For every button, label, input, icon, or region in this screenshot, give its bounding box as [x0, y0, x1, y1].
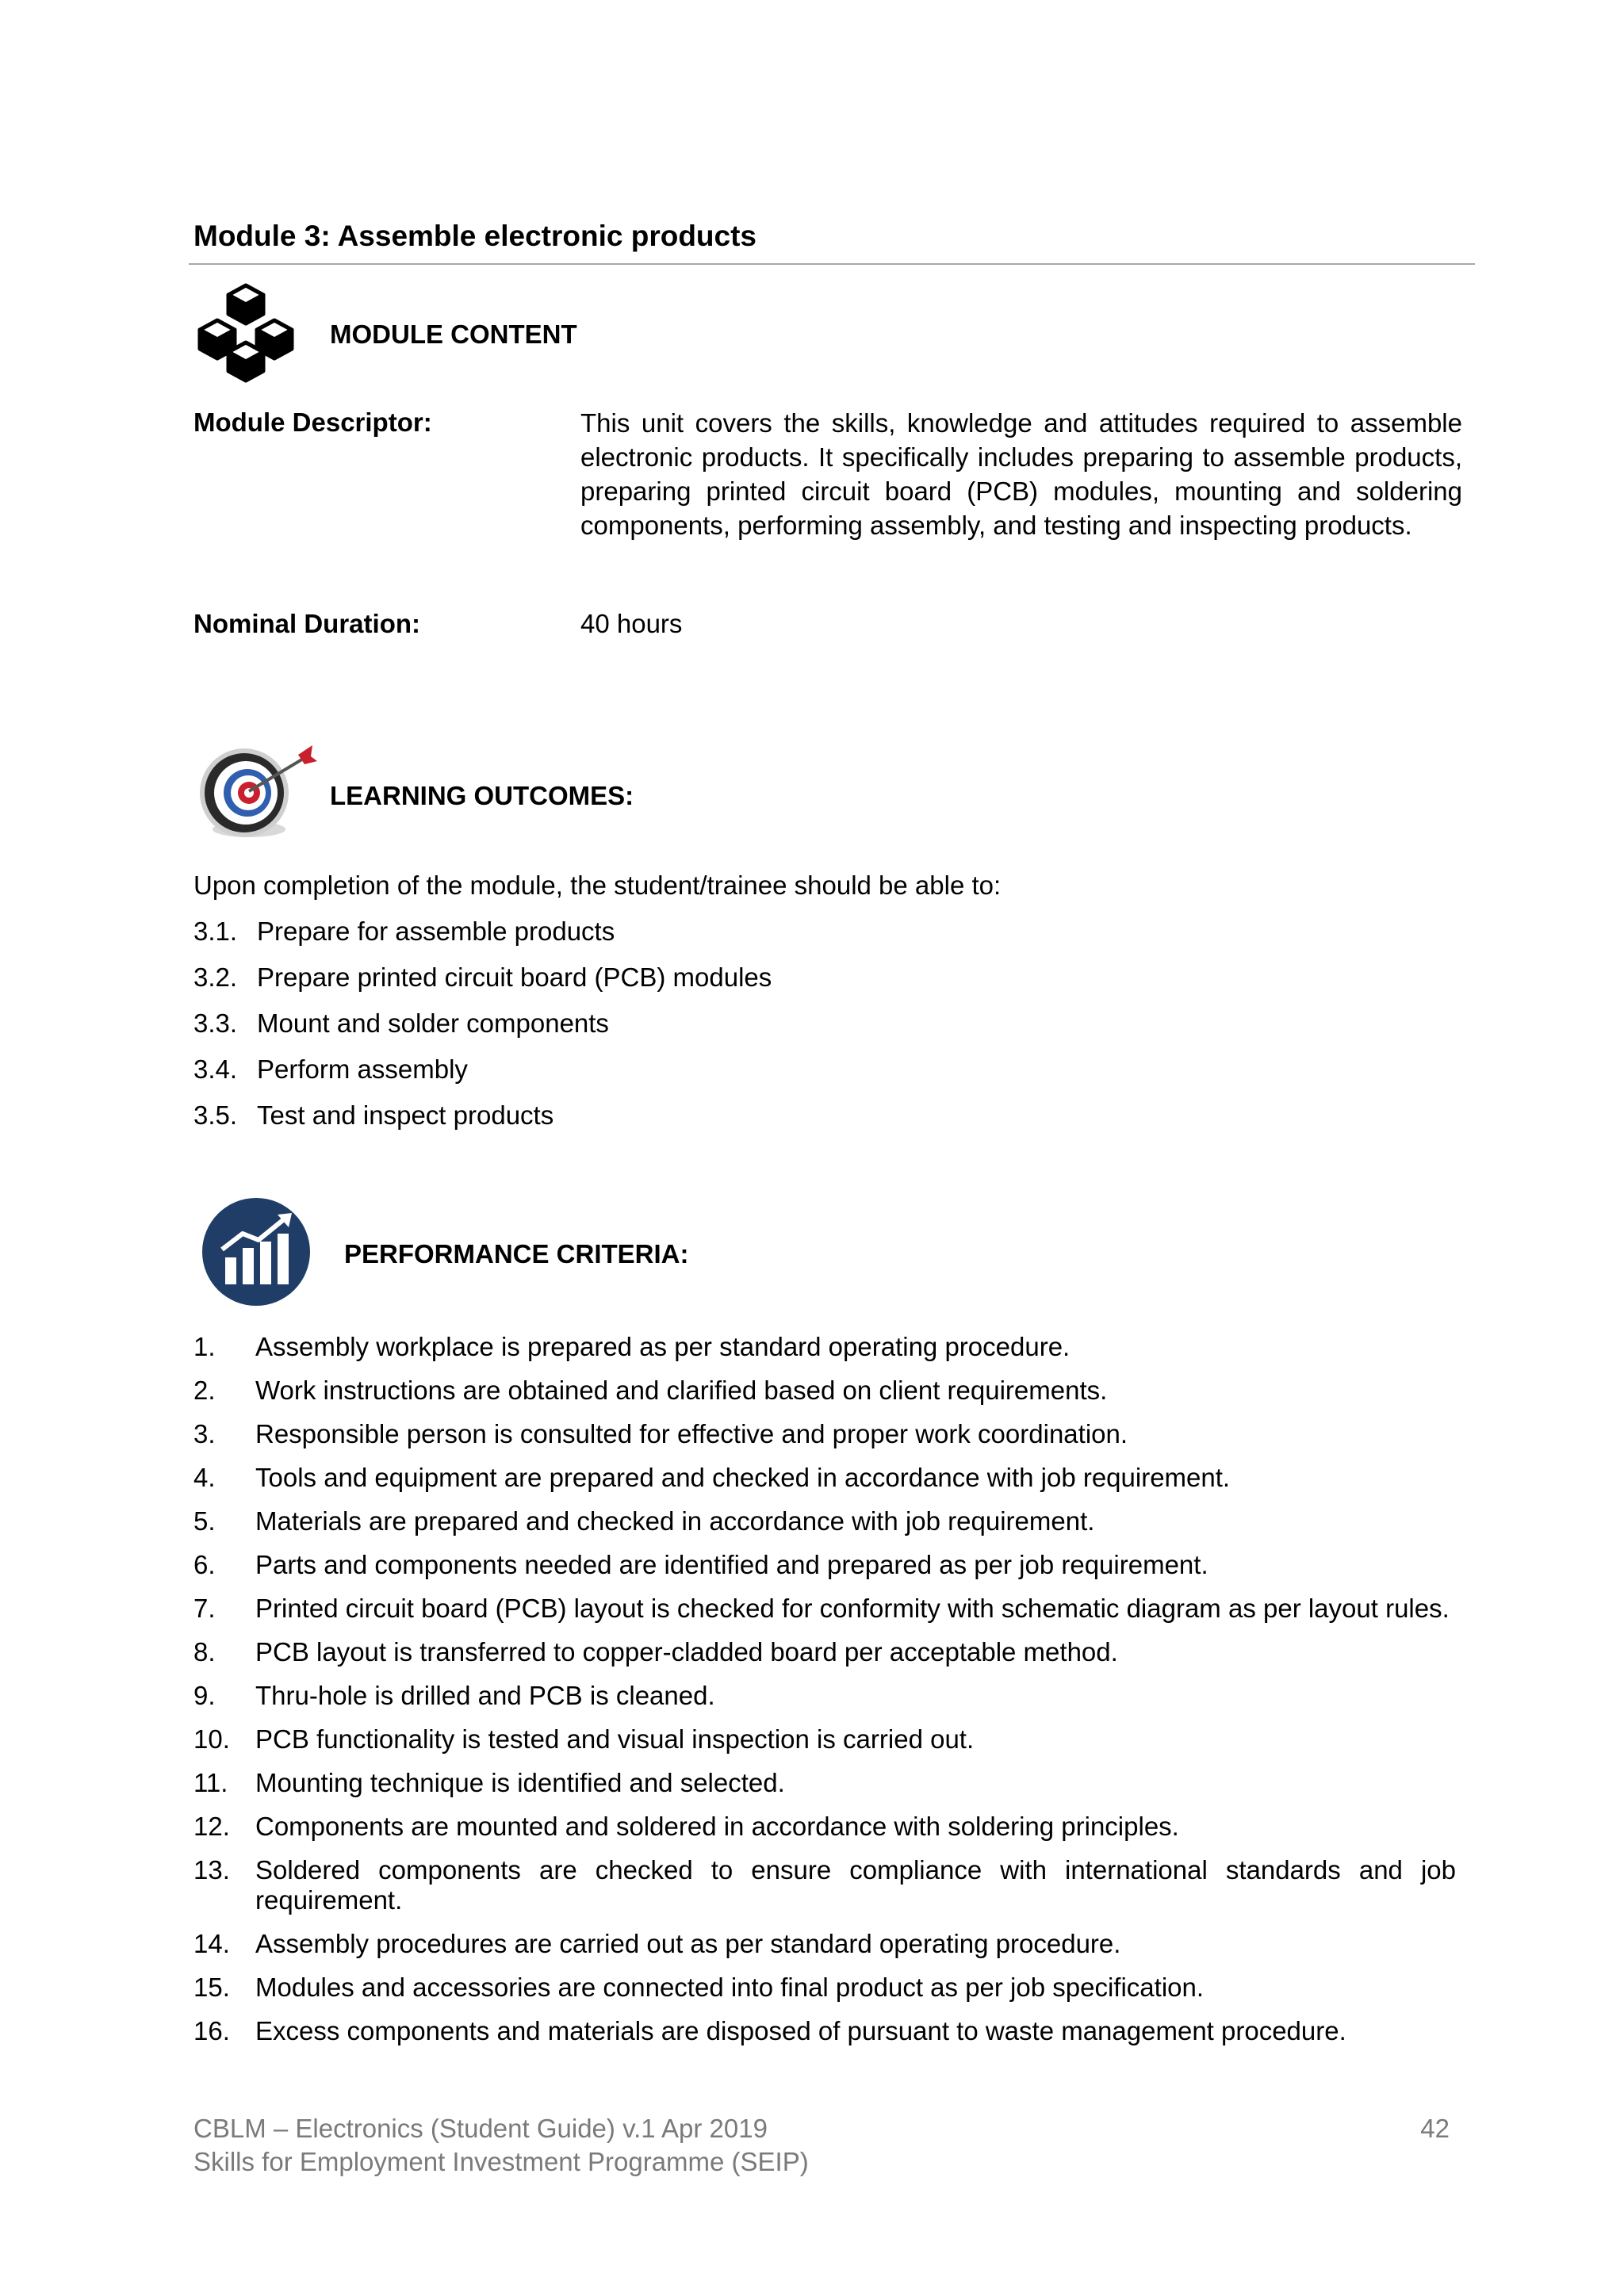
module-descriptor-label: Module Descriptor: — [193, 408, 432, 437]
list-item-text: Perform assembly — [257, 1054, 468, 1084]
list-item-text: Mount and solder components — [257, 1008, 609, 1038]
target-dart-icon — [193, 740, 320, 842]
footer-programme-name: Skills for Employment Investment Programme (SEIP) — [193, 2147, 809, 2176]
list-item-text: Modules and accessories are connected into final product as per job specification. — [255, 1973, 1205, 2002]
list-item-number: 7. — [193, 1594, 216, 1623]
list-item — [193, 1637, 1456, 1667]
list-item — [193, 1376, 1456, 1406]
list-item-number: 2. — [193, 1376, 216, 1405]
list-item-text: Test and inspect products — [257, 1100, 554, 1130]
list-item-text: Printed circuit board (PCB) layout is checked for conformity with schematic diagram as per layout rules. — [255, 1594, 1450, 1623]
list-item-text: Prepare for assemble products — [257, 916, 615, 946]
list-item-text: Materials are prepared and checked in accordance with job requirement. — [255, 1506, 1095, 1536]
list-item — [193, 1681, 1456, 1711]
list-item-text: Parts and components needed are identified and prepared as per job requirement. — [255, 1550, 1208, 1579]
footer-document-title: CBLM – Electronics (Student Guide) v.1 Apr 2019 — [193, 2114, 768, 2143]
list-item-number: 3. — [193, 1419, 216, 1448]
list-item-number: 16. — [193, 2016, 230, 2045]
list-item — [193, 1855, 1456, 1915]
list-item-text: Mounting technique is identified and selected. — [255, 1768, 785, 1797]
list-item-number: 4. — [193, 1463, 216, 1492]
list-item-text: PCB functionality is tested and visual inspection is carried out. — [255, 1724, 975, 1754]
list-item-text: Components are mounted and soldered in accordance with soldering principles. — [255, 1812, 1179, 1841]
list-item-text: PCB layout is transferred to copper-cladded board per acceptable method. — [255, 1637, 1118, 1667]
list-item — [193, 961, 1462, 1007]
learning-outcomes-intro: Upon completion of the module, the student/trainee should be able to: — [193, 871, 1002, 900]
list-item-text: Prepare printed circuit board (PCB) modules — [257, 962, 772, 992]
list-item-text: Work instructions are obtained and clarified based on client requirements. — [255, 1376, 1108, 1405]
list-item — [193, 1724, 1456, 1755]
list-item-number: 8. — [193, 1637, 216, 1667]
list-item-text: Responsible person is consulted for effective and proper work coordination. — [255, 1419, 1128, 1448]
module-title: Module 3: Assemble electronic products — [193, 220, 757, 252]
list-item-number: 3.4. — [193, 1054, 238, 1084]
list-item-number: 3.2. — [193, 962, 238, 992]
list-item-number: 14. — [193, 1929, 230, 1958]
performance-criteria-heading: PERFORMANCE CRITERIA: — [344, 1239, 689, 1269]
stacked-cubes-icon — [193, 282, 298, 384]
list-item-number: 15. — [193, 1973, 230, 2002]
list-item-number: 13. — [193, 1855, 230, 1885]
list-item — [193, 1768, 1456, 1798]
list-item — [193, 1099, 1462, 1145]
list-item — [193, 1929, 1456, 1959]
list-item-text: Thru-hole is drilled and PCB is cleaned. — [255, 1681, 715, 1710]
learning-outcomes-heading: LEARNING OUTCOMES: — [330, 781, 634, 810]
nominal-duration-label: Nominal Duration: — [193, 609, 420, 638]
learning-outcomes-list — [193, 915, 1462, 1145]
list-item — [193, 1463, 1456, 1493]
list-item — [193, 1419, 1456, 1449]
list-item — [193, 915, 1462, 961]
module-content-heading: MODULE CONTENT — [330, 320, 577, 349]
list-item — [193, 1053, 1462, 1099]
list-item-number: 3.3. — [193, 1008, 238, 1038]
list-item — [193, 2016, 1456, 2046]
list-item — [193, 1594, 1456, 1624]
list-item-number: 9. — [193, 1681, 216, 1710]
page-number: 42 — [1420, 2114, 1450, 2143]
module-descriptor-text: This unit covers the skills, knowledge and attitudes required to assemble electronic products. It specifically includes preparing to assemble products, preparing printed circuit board (PCB) modules, mounting and soldering components, performing assembly, and testing and inspecting products. — [580, 408, 1462, 540]
title-divider — [189, 263, 1475, 265]
growth-chart-icon — [201, 1197, 311, 1307]
list-item-text: Excess components and materials are disposed of pursuant to waste management procedure. — [255, 2016, 1346, 2045]
list-item — [193, 1812, 1456, 1842]
list-item-number: 6. — [193, 1550, 216, 1579]
list-item-number: 12. — [193, 1812, 230, 1841]
list-item — [193, 1332, 1456, 1362]
list-item-text: Soldered components are checked to ensure compliance with international standards and job requirement. — [255, 1855, 1456, 1915]
list-item-number: 3.5. — [193, 1100, 238, 1130]
nominal-duration-value: 40 hours — [580, 609, 683, 638]
list-item-text: Assembly procedures are carried out as per standard operating procedure. — [255, 1929, 1121, 1958]
list-item — [193, 1506, 1456, 1536]
list-item-text: Assembly workplace is prepared as per standard operating procedure. — [255, 1332, 1071, 1361]
list-item-number: 10. — [193, 1724, 230, 1754]
list-item — [193, 1007, 1462, 1053]
list-item-number: 1. — [193, 1332, 216, 1361]
list-item — [193, 1550, 1456, 1580]
list-item-number: 3.1. — [193, 916, 238, 946]
list-item-number: 11. — [193, 1768, 228, 1797]
list-item-text: Tools and equipment are prepared and checked in accordance with job requirement. — [255, 1463, 1231, 1492]
list-item-number: 5. — [193, 1506, 216, 1536]
performance-criteria-list — [193, 1332, 1456, 2060]
list-item — [193, 1973, 1456, 2003]
